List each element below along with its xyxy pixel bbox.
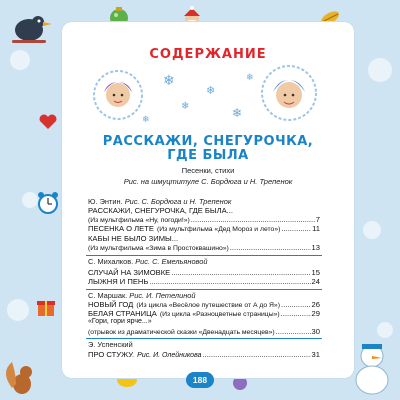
- leader-dots: [281, 309, 311, 318]
- crow-on-sled-illustration: [4, 4, 54, 50]
- divider: [86, 289, 322, 290]
- toc-entry[interactable]: [88, 206, 320, 215]
- entry-note: (Из мультфильма «Зима в Простоквашино»): [88, 245, 229, 252]
- author-illustrator: Рис. И. Петелиной: [129, 291, 196, 300]
- section-title-line2: ГДЕ БЫЛА: [167, 148, 249, 163]
- entry-title: ПРО СТУЖУ.: [88, 350, 135, 359]
- toc-entry-note-row: [88, 243, 320, 252]
- leader-dots: [230, 243, 311, 252]
- snowman-illustration: [348, 340, 398, 398]
- toc-entry[interactable]: [88, 234, 320, 243]
- entry-note: (Из мультфильма «Ну, погоди!»): [88, 217, 190, 224]
- toc-entry[interactable]: [88, 350, 320, 359]
- entry-page: 11: [312, 224, 320, 233]
- page-number-badge: 188: [186, 372, 214, 388]
- snowflake-icon: ❄: [163, 72, 175, 88]
- author-name: С. Михалков.: [88, 257, 134, 266]
- snowflake-icon: ❄: [232, 106, 243, 120]
- entry-title: РАССКАЖИ, СНЕГУРОЧКА, ГДЕ БЫЛА...: [88, 206, 233, 215]
- author-illustrator: Рис. С. Бордюга и Н. Трепенок: [124, 197, 232, 206]
- author-name: Э. Успенский: [88, 340, 133, 349]
- leader-dots: [276, 327, 311, 336]
- toc-entry[interactable]: [88, 309, 320, 318]
- divider: [86, 255, 322, 256]
- entry-page: 24: [311, 277, 320, 286]
- snowflake-icon: ❄: [142, 114, 150, 124]
- author-line: [88, 257, 207, 266]
- leader-dots: [171, 268, 310, 277]
- contents-title: СОДЕРЖАНИЕ: [149, 47, 267, 62]
- entry-title: ПЕСЕНКА О ЛЕТЕ: [88, 224, 154, 233]
- snowflake-icon: ❄: [206, 85, 216, 97]
- entry-note: (Из цикла «Разноцветные страницы»): [159, 311, 280, 318]
- toc-entry[interactable]: [88, 318, 320, 325]
- toc-entry[interactable]: [88, 300, 320, 309]
- entry-title: ЛЫЖНЯ И ПЕНЬ: [88, 277, 149, 286]
- entry-page: 29: [311, 309, 320, 318]
- gift-box-icon: [36, 296, 56, 318]
- toc-entry-note-row: [88, 327, 320, 336]
- author-line: [88, 197, 231, 206]
- snow-maiden-illustration: [90, 68, 146, 122]
- author-line: [88, 291, 196, 300]
- entry-page: 15: [311, 268, 320, 277]
- toc-entry[interactable]: [88, 268, 320, 277]
- author-line: [88, 340, 133, 349]
- entry-title: СЛУЧАЙ НА ЗИМОВКЕ: [88, 268, 171, 277]
- author-illustrator: Рис. С. Емельяновой: [135, 257, 208, 266]
- leader-dots: [281, 224, 311, 233]
- toc-entry[interactable]: [88, 224, 320, 233]
- author-name: С. Маршак.: [88, 291, 128, 300]
- entry-page: 13: [311, 243, 320, 252]
- entry-title: БЕЛАЯ СТРАНИЦА: [88, 309, 157, 318]
- section-illustration-credit: Рис. на шмуцтитуле С. Бордюга и Н. Трепенок: [123, 177, 293, 186]
- leader-dots: [281, 300, 311, 309]
- toc-entry-note-row: [88, 215, 320, 224]
- snowflake-icon: ❄: [246, 72, 254, 82]
- alarm-clock-icon: [36, 190, 60, 216]
- squirrel-illustration: [2, 352, 50, 398]
- toc-entry[interactable]: [88, 277, 320, 286]
- leader-dots: [191, 215, 315, 224]
- entry-note: (отрывок из драматической сказки «Двенадцать месяцев»): [88, 329, 275, 336]
- snowflake-icon: ❄: [181, 101, 190, 112]
- author-name: Ю. Энтин.: [88, 197, 123, 206]
- section-subtitle: Песенки, стихи: [181, 166, 235, 175]
- entry-illustrator: Рис. И. Олейникова: [137, 352, 202, 359]
- entry-page: 26: [311, 300, 320, 309]
- entry-title: КАБЫ НЕ БЫЛО ЗИМЫ...: [88, 234, 179, 243]
- heart-icon: [38, 112, 58, 132]
- entry-title: «Гори, гори ярче...»: [88, 318, 152, 325]
- grandmother-illustration: [258, 62, 320, 124]
- section-title-line1: РАССКАЖИ, СНЕГУРОЧКА,: [102, 134, 314, 149]
- entry-title: НОВЫЙ ГОД: [88, 300, 134, 309]
- divider: [86, 338, 322, 339]
- entry-page: 31: [311, 350, 320, 359]
- entry-note: (Из мультфильма «Дед Мороз и лето»): [156, 226, 281, 233]
- leader-dots: [202, 350, 310, 359]
- entry-page: 7: [315, 215, 320, 224]
- entry-page: 30: [311, 327, 320, 336]
- entry-note: (Из цикла «Весёлое путешествие от А до Я»): [136, 302, 280, 309]
- leader-dots: [149, 277, 310, 286]
